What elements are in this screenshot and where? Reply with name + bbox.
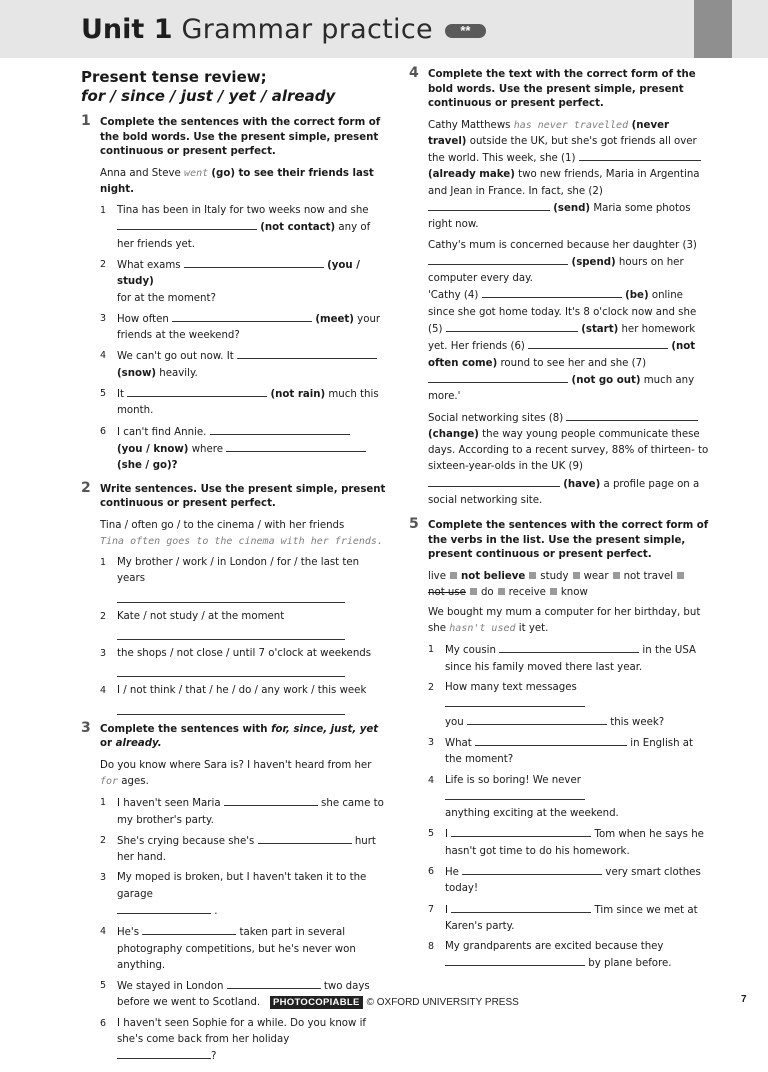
item-number: 3: [100, 312, 107, 324]
item-text: He's: [117, 927, 143, 939]
para-text: Cathy's mum is concerned because her daughter (3): [428, 239, 697, 251]
exercise-instruction: Complete the sentences with the correct form of the verbs in the list. Use the present simple, present continuous or present perfect.: [428, 520, 709, 561]
item-number: 5: [100, 388, 107, 400]
item-text: He: [445, 866, 463, 878]
example-text: to see their friends last night.: [100, 167, 374, 195]
example-text: We bought my mum a computer for her birthday, but she: [428, 606, 701, 635]
exercise-1: [81, 113, 386, 475]
item-text: My brother / work / in London / for / the last ten years: [117, 557, 360, 585]
list-item: [428, 826, 709, 860]
exercise-example: [428, 605, 709, 638]
instruction-words: already.: [115, 738, 162, 750]
answer-blank[interactable]: [528, 338, 668, 349]
item-text: this week?: [606, 716, 665, 728]
answer-line[interactable]: [117, 703, 345, 715]
answer-blank[interactable]: [428, 200, 550, 211]
para-text: round to see her and she (7): [497, 357, 647, 369]
item-text: I can't find Annie.: [117, 426, 210, 438]
word-list-item: do: [480, 586, 494, 598]
word-list-item: know: [560, 586, 588, 598]
item-text: I haven't seen Sophie for a while. Do you know if she's come back from her holiday: [117, 1017, 366, 1046]
example-answer: for: [100, 775, 119, 787]
instruction-text: Complete the sentences with: [100, 723, 272, 735]
item-text: .: [211, 906, 218, 917]
separator-square-icon: [613, 572, 620, 579]
item-number: 4: [100, 926, 107, 938]
word-list-item: not travel: [623, 570, 674, 582]
item-cue: (not rain): [270, 389, 326, 401]
item-text: heavily.: [156, 367, 198, 379]
para-cue: (not often come): [428, 341, 696, 369]
item-text: We can't go out now. It: [117, 351, 237, 363]
item-cue: (meet): [315, 313, 354, 325]
para-cue: (never travel): [428, 119, 670, 147]
para-text: online since she got home today. It's 8 o'clock now and she (5): [428, 290, 697, 336]
item-number: 4: [428, 774, 435, 786]
item-number: 1: [100, 557, 107, 569]
item-cue: (you / study): [117, 259, 360, 288]
answer-blank[interactable]: [237, 348, 377, 359]
list-item: [100, 311, 386, 345]
exercise-instruction: [100, 723, 386, 752]
page-title: Grammar practice: [181, 14, 433, 45]
example-text: it yet.: [515, 623, 549, 635]
separator-square-icon: [470, 588, 477, 595]
exercise-instruction: Write sentences. Use the present simple, present continuous or present perfect.: [100, 483, 386, 510]
item-number: 4: [100, 350, 107, 362]
item-number: 5: [100, 980, 107, 992]
level-badge: **: [445, 24, 486, 38]
item-number: 6: [100, 1017, 107, 1029]
para-cue: (change): [428, 428, 479, 440]
list-item: [100, 424, 386, 475]
item-text: for at the moment?: [117, 292, 216, 304]
item-text: My moped is broken, but I haven't taken it to the garage: [117, 872, 367, 900]
item-text: hurt her hand.: [117, 835, 376, 864]
item-text: ?: [171, 460, 178, 472]
answer-blank[interactable]: [445, 696, 585, 707]
item-text: Kate / not study / at the moment: [117, 610, 285, 622]
item-number: 1: [100, 797, 107, 809]
right-column: [409, 65, 709, 979]
list-item: [100, 203, 386, 253]
unit-label: Unit 1: [81, 14, 173, 45]
answer-blank[interactable]: [451, 902, 591, 913]
item-number: 6: [100, 425, 107, 437]
item-text: anything exciting at the weekend.: [445, 808, 619, 820]
answer-blank[interactable]: [117, 219, 257, 230]
list-item: [100, 1016, 386, 1066]
para-text: her homework yet. Her friends (6): [428, 324, 696, 353]
list-item: [428, 642, 709, 676]
item-number: 1: [100, 205, 107, 217]
word-list-item: live: [428, 570, 446, 582]
answer-line[interactable]: [117, 591, 345, 603]
example-prompt: Tina / often go / to the cinema / with her friends: [100, 519, 345, 531]
separator-square-icon: [498, 588, 505, 595]
item-number: 2: [100, 834, 107, 846]
item-text: I / not think / that / he / do / any work / this week: [117, 685, 367, 697]
separator-square-icon: [550, 588, 557, 595]
word-list-item-used: not use: [428, 586, 466, 598]
separator-square-icon: [677, 572, 684, 579]
exercise-2: [81, 479, 386, 715]
item-text: in English at the moment?: [445, 737, 694, 766]
para-text: Social networking sites (8): [428, 412, 567, 424]
answer-blank[interactable]: [224, 795, 318, 806]
para-text: Maria some photos right now.: [428, 202, 691, 231]
para-cue: (not go out): [568, 374, 641, 386]
answer-blank[interactable]: [428, 372, 568, 383]
item-text: Life is so boring! We never: [445, 774, 581, 786]
example-answer: hasn't used: [449, 623, 516, 635]
list-item: [428, 735, 709, 769]
list-item: [428, 902, 709, 936]
word-list-item: wear: [583, 570, 609, 582]
list-item: [428, 680, 709, 731]
item-text: your friends at the weekend?: [117, 313, 381, 342]
instruction-words: for, since, just, yet: [271, 723, 379, 735]
answer-blank[interactable]: [467, 714, 607, 725]
answer-blank[interactable]: [172, 311, 312, 322]
item-text: My grandparents are excited because they: [445, 941, 664, 953]
para-text: outside the UK, but she's got friends all over the world.: [428, 135, 697, 165]
para-text: much any more.': [428, 374, 695, 403]
answer-blank[interactable]: [446, 321, 578, 332]
item-text: I: [445, 829, 452, 841]
item-text: How many text messages: [445, 682, 577, 694]
item-text: We stayed in London: [117, 981, 227, 993]
example-answer: Tina often goes to the cinema with her friends.: [100, 535, 383, 547]
list-item: [100, 683, 386, 714]
example-answer: has never travelled: [513, 119, 629, 131]
answer-blank[interactable]: [428, 254, 568, 265]
item-number: 2: [100, 258, 107, 270]
para-cue: (already make): [428, 169, 515, 181]
example-text: Do you know where Sara is? I haven't heard from her: [100, 759, 372, 771]
item-number: 5: [428, 828, 435, 840]
section-title: Present tense review;: [81, 68, 267, 86]
list-item: [100, 795, 386, 829]
item-text: taken part in several photography competitions, but he's never won anything.: [117, 927, 356, 971]
item-text: where: [188, 443, 227, 455]
header-tab: [694, 0, 732, 58]
answer-blank[interactable]: [566, 410, 698, 421]
example-text: Anna and Steve: [100, 167, 185, 179]
item-number: 2: [428, 682, 435, 694]
exercise-number: 1: [81, 113, 91, 129]
exercise-example: [100, 758, 386, 791]
item-cue: (not contact): [260, 222, 336, 234]
answer-blank[interactable]: [142, 924, 236, 935]
para-cue: (have): [563, 478, 601, 490]
list-item: [100, 386, 386, 420]
item-text: by plane before.: [585, 958, 672, 970]
instruction-text: or: [100, 738, 116, 750]
answer-line[interactable]: [117, 628, 345, 640]
example-answer: went: [184, 167, 209, 179]
photocopiable-label: PHOTOCOPIABLE: [270, 996, 363, 1009]
page-number: 7: [741, 994, 747, 1005]
answer-blank[interactable]: [462, 864, 602, 875]
item-text: ?: [211, 1051, 217, 1063]
list-item: [100, 870, 386, 920]
item-cue: (she / go): [117, 460, 172, 472]
item-number: 7: [428, 903, 435, 915]
item-cue: (you / know): [117, 443, 189, 455]
item-cue: (snow): [117, 367, 157, 379]
item-number: 1: [428, 644, 435, 656]
item-text: in the USA since his family moved there last year.: [445, 645, 696, 673]
item-text: What: [445, 737, 476, 749]
para-text: hours on her computer every day.: [428, 256, 684, 285]
publisher-credit: © OXFORD UNIVERSITY PRESS: [366, 997, 519, 1008]
answer-blank[interactable]: [117, 1048, 211, 1059]
item-number: 6: [428, 865, 435, 877]
answer-line[interactable]: [117, 665, 345, 677]
item-text: It: [117, 389, 128, 401]
para-text: a profile page on a social networking site.: [428, 478, 700, 507]
answer-blank[interactable]: [445, 789, 585, 800]
exercise-number: 3: [81, 719, 91, 736]
list-item: [100, 609, 386, 640]
exercise-instruction: Complete the sentences with the correct form of the bold words. Use the present simple, present continuous or present perfect.: [100, 117, 381, 157]
para-cue: (be): [621, 290, 649, 302]
answer-blank[interactable]: [451, 826, 591, 837]
item-text: the shops / not close / until 7 o'clock at weekends: [117, 648, 372, 660]
text-paragraph: [428, 410, 709, 510]
list-item: [100, 257, 386, 307]
para-text: 'Cathy (4): [428, 290, 482, 302]
item-text: very smart clothes today!: [445, 866, 701, 895]
text-paragraph: [428, 118, 709, 234]
answer-blank[interactable]: [117, 903, 211, 914]
answer-blank[interactable]: [184, 257, 324, 268]
item-text: she came to my brother's party.: [117, 798, 384, 826]
item-text: She's crying because she's: [117, 835, 258, 847]
item-number: 3: [100, 872, 107, 884]
item-text: How often: [117, 313, 173, 325]
item-number: 2: [100, 610, 107, 622]
para-text: the way young people communicate these days. According to a recent survey, 88% of thirteen- to sixteen-year-olds in the UK (9): [428, 428, 709, 473]
item-text: I: [445, 904, 452, 916]
exercise-5: [409, 516, 709, 972]
item-text: What exams: [117, 259, 184, 271]
para-text: two new friends, Maria in Argentina and Jean in France. In fact, she (2): [428, 169, 700, 197]
exercise-number: 5: [409, 516, 419, 533]
item-text: you: [445, 716, 467, 728]
item-text: Tom when he says he hasn't got time to do his homework.: [445, 829, 704, 857]
separator-square-icon: [450, 572, 457, 579]
page-header: [0, 0, 768, 58]
answer-blank[interactable]: [499, 642, 639, 653]
list-item: [100, 348, 386, 382]
answer-blank[interactable]: [428, 476, 560, 487]
separator-square-icon: [529, 572, 536, 579]
text-paragraph: [428, 238, 709, 406]
section-subtitle: for / since / just / yet / already: [81, 87, 336, 105]
answer-blank[interactable]: [579, 150, 701, 161]
answer-blank[interactable]: [227, 978, 321, 989]
answer-blank[interactable]: [258, 833, 352, 844]
item-text: any of her friends yet.: [117, 222, 371, 250]
para-cue: (start): [577, 324, 619, 336]
answer-blank[interactable]: [210, 424, 350, 435]
exercise-instruction: Complete the text with the correct form of the bold words. Use the present simple, present continuous or present perfect.: [428, 69, 696, 109]
page-footer: [0, 994, 768, 1010]
list-item: [428, 939, 709, 973]
list-item: [428, 864, 709, 898]
list-item: [100, 924, 386, 974]
footer-credit: [270, 996, 519, 1009]
list-item: [100, 833, 386, 867]
item-number: 3: [428, 736, 435, 748]
item-text: Tina has been in Italy for two weeks now and she: [117, 205, 369, 217]
left-column: [81, 68, 386, 1072]
list-item: [428, 773, 709, 823]
exercise-example: [100, 166, 386, 199]
para-text: Cathy Matthews: [428, 119, 514, 131]
item-text: I haven't seen Maria: [117, 798, 224, 810]
exercise-4: [409, 65, 709, 509]
example-text: ages.: [118, 775, 149, 787]
word-list-item: receive: [508, 586, 546, 598]
answer-blank[interactable]: [475, 735, 627, 746]
answer-blank[interactable]: [445, 955, 585, 966]
answer-blank[interactable]: [482, 287, 622, 298]
item-text: two days before we went to Scotland.: [117, 981, 370, 1009]
exercise-3: [81, 719, 386, 1066]
item-number: 8: [428, 941, 435, 953]
para-text: This week, she (1): [482, 153, 579, 165]
word-list: [428, 569, 709, 601]
item-text: much this month.: [117, 389, 379, 417]
separator-square-icon: [573, 572, 580, 579]
word-list-item: not believe: [460, 570, 526, 582]
item-text: Tim since we met at Karen's party.: [445, 904, 698, 932]
answer-blank[interactable]: [226, 441, 366, 452]
para-cue: (spend): [568, 256, 616, 268]
example-cue: (go): [211, 167, 235, 179]
title-row: [81, 14, 486, 50]
item-text: My cousin: [445, 645, 500, 657]
list-item: [100, 555, 386, 603]
list-item: [100, 646, 386, 677]
exercise-number: 4: [409, 65, 419, 81]
exercise-number: 2: [81, 479, 91, 496]
answer-blank[interactable]: [127, 386, 267, 397]
para-cue: (send): [553, 202, 591, 214]
item-number: 3: [100, 648, 107, 660]
word-list-item: study: [540, 570, 569, 582]
item-number: 4: [100, 685, 107, 697]
